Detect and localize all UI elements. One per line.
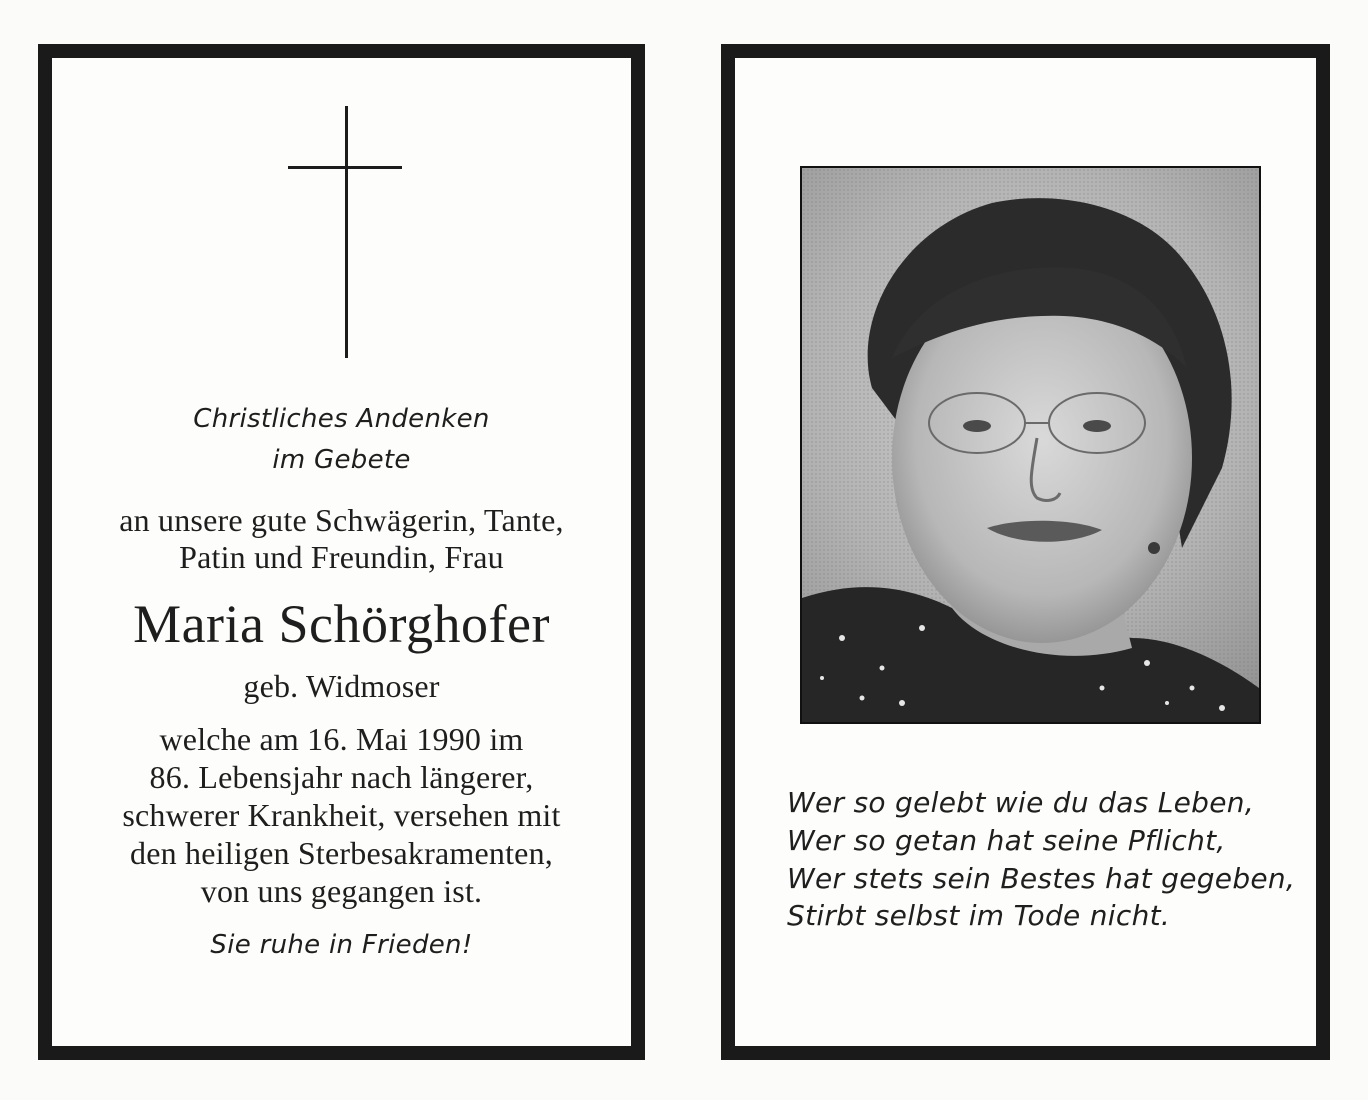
- body-line-1: welche am 16. Mai 1990 im: [159, 721, 524, 757]
- cross-icon-crossbar: [288, 166, 402, 169]
- poem-line-1: Wer so gelebt wie du das Leben,: [787, 786, 1255, 819]
- closing-blessing: Sie ruhe in Frieden!: [210, 930, 473, 960]
- body-line-4: den heiligen Sterbesakramenten,: [130, 835, 553, 871]
- dedication-line-1: an unsere gute Schwägerin, Tante,: [119, 502, 564, 538]
- poem-line-3: Wer stets sein Bestes hat gegeben,: [787, 862, 1296, 895]
- body-line-5: von uns gegangen ist.: [200, 873, 483, 909]
- dedication-line-2: Patin und Freundin, Frau: [179, 539, 504, 575]
- body-line-2: 86. Lebensjahr nach längerer,: [149, 759, 534, 795]
- poem-line-2: Wer so getan hat seine Pflicht,: [787, 824, 1226, 857]
- cross-icon: [345, 106, 348, 358]
- birth-name: geb. Widmoser: [243, 668, 440, 704]
- portrait-photo: [800, 166, 1261, 724]
- deceased-name: Maria Schörghofer: [133, 594, 550, 654]
- memorial-card-text-panel: [38, 44, 645, 1060]
- heading-line-1: Christliches Andenken: [193, 404, 490, 434]
- memorial-card-photo-panel: [721, 44, 1330, 1060]
- poem-line-4: Stirbt selbst im Tode nicht.: [787, 899, 1171, 932]
- body-line-3: schwerer Krankheit, versehen mit: [122, 797, 561, 833]
- heading-line-2: im Gebete: [272, 445, 411, 475]
